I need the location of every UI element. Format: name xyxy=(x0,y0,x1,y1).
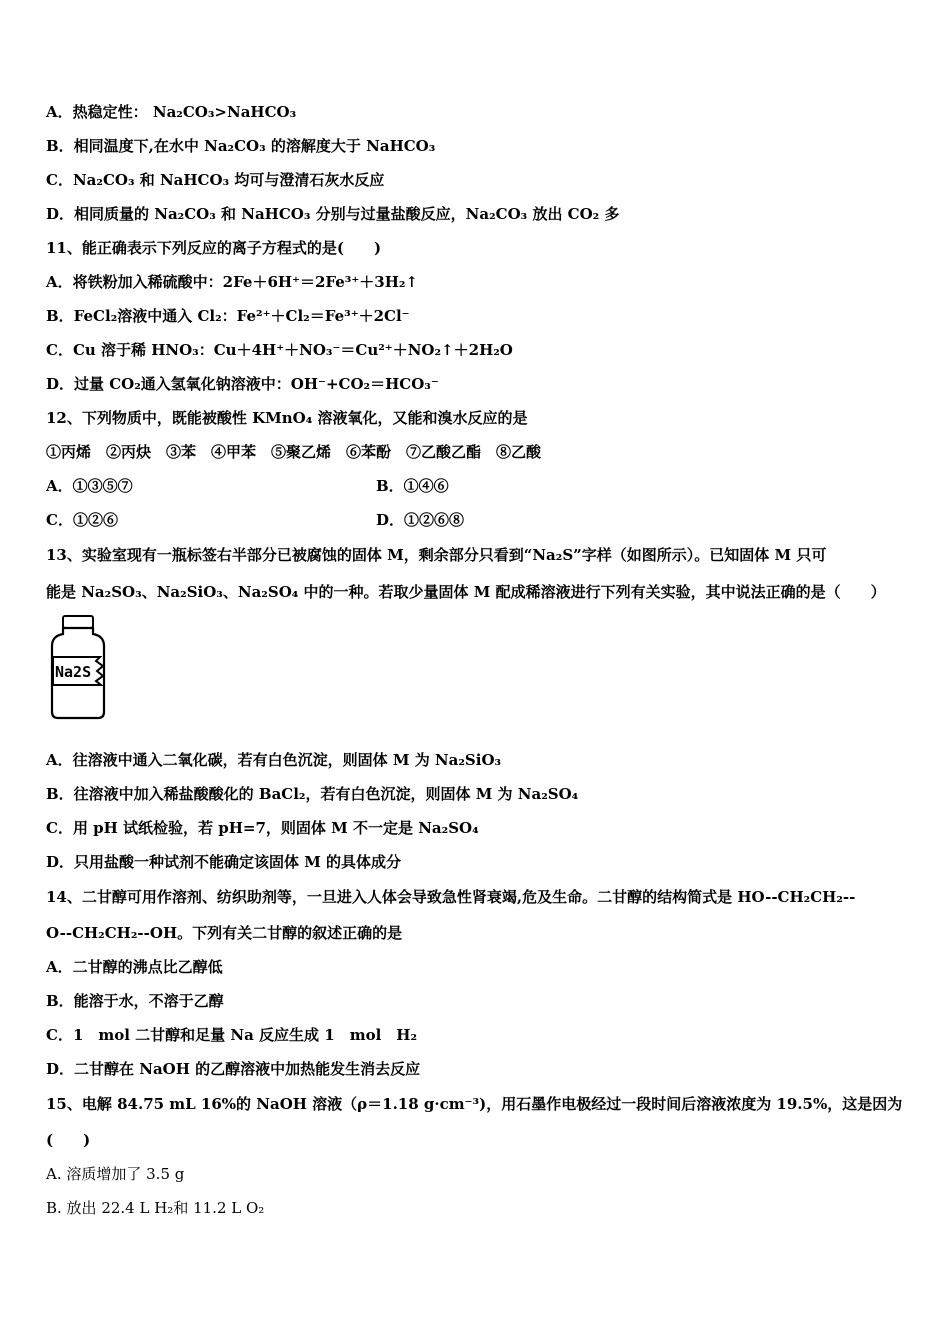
q14-option-a: A．二甘醇的沸点比乙醇低 xyxy=(46,958,223,976)
bottle-cap xyxy=(63,616,93,628)
q13-stem-line1: 13、实验室现有一瓶标签右半部分已被腐蚀的固体 M，剩余部分只看到“Na₂S”字样（如图所示）。已知固体 M 只可 xyxy=(46,546,827,564)
q15-stem-line2: ( ) xyxy=(46,1131,91,1149)
q14-option-c: C．1 mol 二甘醇和足量 Na 反应生成 1 mol H₂ xyxy=(46,1026,418,1044)
q14-stem-line1: 14、二甘醇可用作溶剂、纺织助剂等，一旦进入人体会导致急性肾衰竭,危及生命。二甘醇的结构简式是 HO--CH₂CH₂-- xyxy=(46,888,856,906)
q15-option-b: B. 放出 22.4 L H₂和 11.2 L O₂ xyxy=(46,1199,265,1217)
q13-option-a: A．往溶液中通入二氧化碳，若有白色沉淀，则固体 M 为 Na₂SiO₃ xyxy=(46,751,502,769)
q14-option-d: D．二甘醇在 NaOH 的乙醇溶液中加热能发生消去反应 xyxy=(46,1060,421,1078)
q14-stem-line2: O--CH₂CH₂--OH。下列有关二甘醇的叙述正确的是 xyxy=(46,924,403,942)
q14-option-b: B．能溶于水，不溶于乙醇 xyxy=(46,992,224,1010)
q11-option-a: A．将铁粉加入稀硫酸中：2Fe＋6H⁺＝2Fe³⁺＋3H₂↑ xyxy=(46,273,419,291)
q11-option-c: C．Cu 溶于稀 HNO₃：Cu＋4H⁺＋NO₃⁻＝Cu²⁺＋NO₂↑＋2H₂O xyxy=(46,341,513,359)
reagent-bottle-figure xyxy=(46,614,110,722)
q11-stem: 11、能正确表示下列反应的离子方程式的是( ) xyxy=(46,239,382,257)
q13-option-b: B．往溶液中加入稀盐酸酸化的 BaCl₂，若有白色沉淀，则固体 M 为 Na₂SO₄ xyxy=(46,785,579,803)
q12-option-b: B．①④⑥ xyxy=(376,477,449,495)
q10-option-a: A．热稳定性： Na₂CO₃>NaHCO₃ xyxy=(46,103,297,121)
q10-option-b: B．相同温度下,在水中 Na₂CO₃ 的溶解度大于 NaHCO₃ xyxy=(46,137,436,155)
q15-option-a: A. 溶质增加了 3.5 g xyxy=(46,1165,185,1183)
q13-option-d: D．只用盐酸一种试剂不能确定该固体 M 的具体成分 xyxy=(46,853,402,871)
q11-option-b: B．FeCl₂溶液中通入 Cl₂：Fe²⁺＋Cl₂＝Fe³⁺＋2Cl⁻ xyxy=(46,307,410,325)
q15-stem-line1: 15、电解 84.75 mL 16%的 NaOH 溶液（ρ＝1.18 g·cm⁻³)，用石墨作电极经过一段时间后溶液浓度为 19.5%，这是因为 xyxy=(46,1095,903,1113)
q13-option-c: C．用 pH 试纸检验，若 pH=7，则固体 M 不一定是 Na₂SO₄ xyxy=(46,819,479,837)
q13-stem-line2: 能是 Na₂SO₃、Na₂SiO₃、Na₂SO₄ 中的一种。若取少量固体 M 配成稀溶液进行下列有关实验，其中说法正确的是（ ） xyxy=(46,583,886,601)
q10-option-c: C．Na₂CO₃ 和 NaHCO₃ 均可与澄清石灰水反应 xyxy=(46,171,385,189)
q12-option-d: D．①②⑥⑧ xyxy=(376,511,465,529)
bottle-label-text: Na2S xyxy=(55,663,92,681)
q12-option-c: C．①②⑥ xyxy=(46,511,118,529)
q12-stem: 12、下列物质中，既能被酸性 KMnO₄ 溶液氧化，又能和溴水反应的是 xyxy=(46,409,528,427)
q11-option-d: D．过量 CO₂通入氢氧化钠溶液中：OH⁻+CO₂＝HCO₃⁻ xyxy=(46,375,439,393)
q12-option-a: A．①③⑤⑦ xyxy=(46,477,133,495)
q12-items: ①丙烯 ②丙炔 ③苯 ④甲苯 ⑤聚乙烯 ⑥苯酚 ⑦乙酸乙酯 ⑧乙酸 xyxy=(46,443,542,461)
q10-option-d: D．相同质量的 Na₂CO₃ 和 NaHCO₃ 分别与过量盐酸反应，Na₂CO₃ 放出 CO₂ 多 xyxy=(46,205,620,223)
